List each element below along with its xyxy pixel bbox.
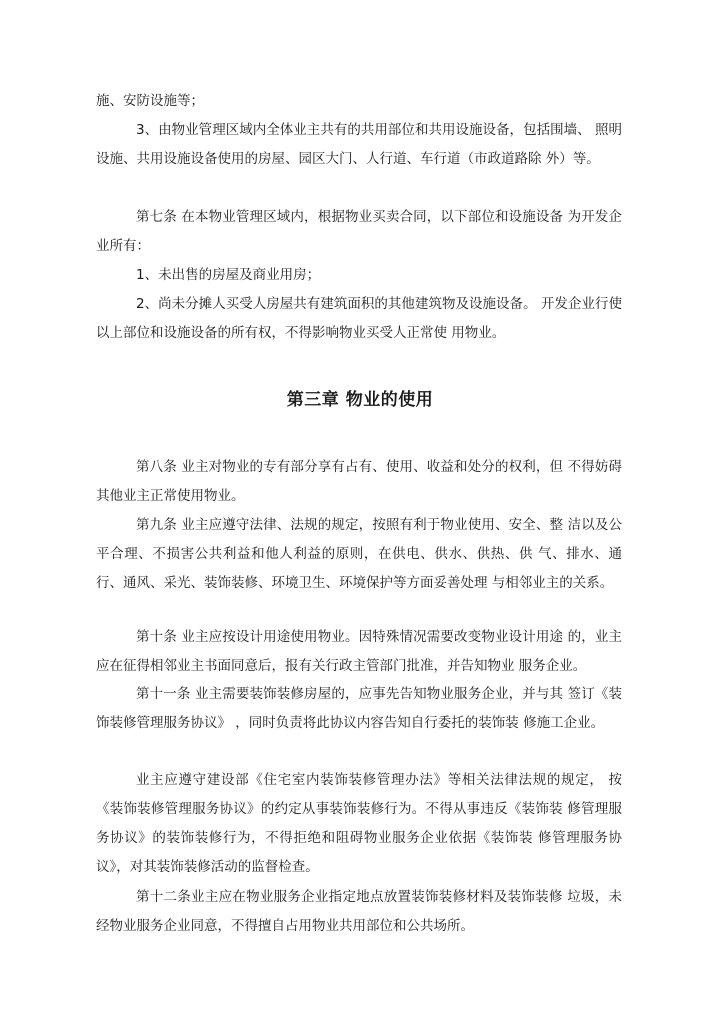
article-11: 第十一条 业主需要装饰装修房屋的，应事先告知物业服务企业，并与其 签订《装饰装修管理服务协议》 ，同时负责将此协议内容告知自行委托的装饰装 修施工企业。 [96, 686, 622, 731]
paragraph-common-parts: 3、由物业管理区域内全体业主共有的共用部位和共用设施设备，包括围墙、 照明设施、共用设施设备使用的房屋、园区大门、人行道、车行道（市政道路除 外）等。 [96, 122, 622, 167]
article-12: 第十二条业主应在物业服务企业指定地点放置装饰装修材料及装饰装修 垃圾，未经物业服务企业同意，不得擅自占用物业共用部位和公共场所。 [96, 889, 622, 934]
article-10: 第十条 业主应按设计用途使用物业。因特殊情况需要改变物业设计用途 的，业主应在征得相邻业主书面同意后，报有关行政主管部门批准，并告知物业 服务企业。 [96, 629, 622, 674]
paragraph-article-7: 第七条 在本物业管理区域内，根据物业买卖合同，以下部位和设施设备 为开发企业所有： [96, 209, 622, 254]
paragraph-unsold-housing: 1、未出售的房屋及商业用房； [136, 267, 321, 283]
article-9: 第九条 业主应遵守法律、法规的规定，按照有利于物业使用、安全、整 洁以及公平合理、不损害公共利益和他人利益的原则，在供电、供水、供热、供 气、排水、通行、通风、采光、装饰装修、环境卫生、环境保护等方面妥善处理 与相邻业主的关系。 [96, 517, 622, 591]
article-8: 第八条 业主对物业的专有部分享有占有、使用、收益和处分的权利，但 不得妨碍其他业主正常使用物业。 [96, 459, 622, 504]
paragraph-facilities-tail: 施、安防设施等； [96, 93, 204, 109]
paragraph-unallocated-buildings: 2、尚未分摊人买受人房屋共有建筑面积的其他建筑物及设施设备。 开发企业行使以上部位和设施设备的所有权，不得影响物业买受人正常使 用物业。 [96, 296, 622, 341]
chapter-heading: 第三章 物业的使用 [286, 390, 434, 410]
renovation-rules-paragraph: 业主应遵守建设部《住宅室内装饰装修管理办法》等相关法律法规的规定， 按《装饰装修管理服务协议》的约定从事装饰装修行为。不得从事违反《装饰装 修管理服务协议》的装饰装修行为，不得拒绝和阻碍物业服务企业依据《装饰装 修管理服务协议》，对其装饰装修活动的监督检查。 [96, 772, 622, 875]
